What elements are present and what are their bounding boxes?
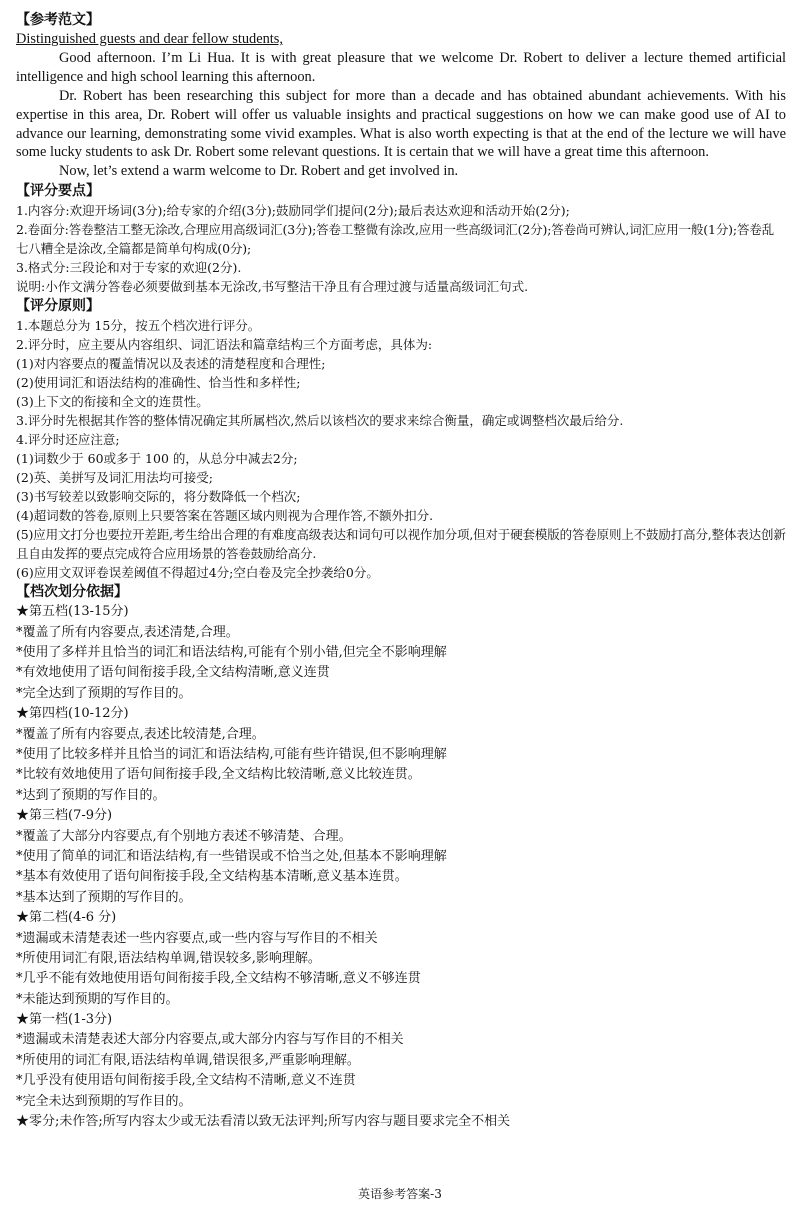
principle-item: (1)对内容要点的覆盖情况以及表述的清楚程度和合理性; [16,356,326,372]
band-title: ★第三档(7-9分) [16,808,113,824]
essay-paragraph-1: Good afternoon. I’m Li Hua. It is with great pleasure that we welcome Dr. Robert to deliver a lecture themed artificial intelligence and high school learning this afternoon. [16,49,786,85]
band-title: ★第五档(13-15分) [16,604,129,620]
band-criterion: *基本达到了预期的写作目的。 [16,889,192,905]
band-criterion: *覆盖了所有内容要点,表述清楚,合理。 [16,624,239,640]
band-title: ★第四档(10-12分) [16,706,129,722]
principle-item: 4.评分时还应注意; [16,432,120,448]
band-criterion: *几乎没有使用语句间衔接手段,全文结构不清晰,意义不连贯 [16,1073,356,1089]
scoring-principles-heading: 【评分原则】 [16,298,100,315]
principle-item: 1.本题总分为 15分，按五个档次进行评分。 [16,318,261,334]
scoring-points-heading: 【评分要点】 [16,183,100,200]
sample-essay-heading: 【参考范文】 [16,12,100,28]
band-title: ★第二档(4-6 分) [16,910,117,926]
scoring-point-content: 1.内容分:欢迎开场词(3分);给专家的介绍(3分);鼓励同学们提问(2分);最后表达欢迎和活动开始(2分); [16,203,570,219]
band-criterion: *覆盖了所有内容要点,表述比较清楚,合理。 [16,726,265,742]
scoring-point-format: 3.格式分:三段论和对于专家的欢迎(2分). [16,260,242,276]
band-criterion: *覆盖了大部分内容要点,有个别地方表述不够清楚、合理。 [16,828,352,844]
band-criterion: *使用了多样并且恰当的词汇和语法结构,可能有个别小错,但完全不影响理解 [16,645,447,661]
band-criterion: *所使用词汇有限,语法结构单调,错误较多,影响理解。 [16,950,321,966]
page-footer: 英语参考答案-3 [358,1187,442,1201]
principle-item: (3)上下文的衔接和全文的连贯性。 [16,394,209,410]
band-criterion: *达到了预期的写作目的。 [16,787,166,803]
principle-item: (4)超词数的答卷,原则上只要答案在答题区域内则视为合理作答,不额外扣分. [16,508,434,524]
principle-item: (2)使用词汇和语法结构的准确性、恰当性和多样性; [16,375,301,391]
principle-item: (2)英、美拼写及词汇用法均可接受; [16,470,213,486]
band-criterion: *完全达到了预期的写作目的。 [16,685,192,701]
answer-page [16,10,786,1132]
scoring-point-note: 说明:小作文满分答卷必须要做到基本无涂改,书写整洁干净且有合理过渡与适量高级词汇句式. [16,279,529,295]
band-criterion: *未能达到预期的写作目的。 [16,991,179,1007]
band-criterion: *比较有效地使用了语句间衔接手段,全文结构比较清晰,意义比较连贯。 [16,767,421,783]
band-criterion: *基本有效使用了语句间衔接手段,全文结构基本清晰,意义基本连贯。 [16,869,408,885]
essay-paragraph-2: Dr. Robert has been researching this subject for more than a decade and has obtained abundant achievements. With his expertise in this area, Dr. Robert will offer us valuable insights and practical suggestions on how we can make good use of AI to advance our learning, demonstrating some vivid examples. What is also worth expecting is that at the end of the lecture we will have some lucky students to ask Dr. Robert some relevant questions. It is certain that we will have a great time this afternoon. [16,87,786,161]
band-criterion: *完全未达到预期的写作目的。 [16,1093,192,1109]
band-criterion: *所使用的词汇有限,语法结构单调,错误很多,严重影响理解。 [16,1052,360,1068]
principle-item: (5)应用文打分也要拉开差距,考生给出合理的有难度高级表达和词句可以视作加分项,但对于硬套模版的答卷原则上不鼓励打高分,整体表达创新且自由发挥的要点完成符合应用场景的答卷鼓励给高分. [16,527,786,562]
principle-item: (6)应用文双评卷误差阈值不得超过4分;空白卷及完全抄袭给0分。 [16,565,379,581]
band-title: ★第一档(1-3分) [16,1012,113,1028]
principle-item: (1)词数少于 60或多于 100 的，从总分中减去2分; [16,451,298,467]
band-criterion: *遗漏或未清楚表述大部分内容要点,或大部分内容与写作目的不相关 [16,1032,404,1048]
essay-salutation: Distinguished guests and dear fellow students, [16,31,283,47]
essay-paragraph-3: Now, let’s extend a warm welcome to Dr. Robert and get involved in. [59,163,459,180]
principle-item: 3.评分时先根据其作答的整体情况确定其所属档次,然后以该档次的要求来综合衡量，确定或调整档次最后给分. [16,413,624,429]
principle-item: (3)书写较差以致影响交际的，将分数降低一个档次; [16,489,301,505]
band-criterion: *几乎不能有效地使用语句间衔接手段,全文结构不够清晰,意义不够连贯 [16,971,421,987]
band-criterion: *有效地使用了语句间衔接手段,全文结构清晰,意义连贯 [16,665,330,681]
band-criterion: *遗漏或未清楚表述一些内容要点,或一些内容与写作目的不相关 [16,930,378,946]
principle-item: 2.评分时，应主要从内容组织、词汇语法和篇章结构三个方面考虑，具体为: [16,337,433,353]
band-criterion: *使用了比较多样并且恰当的词汇和语法结构,可能有些许错误,但不影响理解 [16,746,447,762]
band-criterion: *使用了简单的词汇和语法结构,有一些错误或不恰当之处,但基本不影响理解 [16,848,447,864]
band-zero-score: ★零分;未作答;所写内容太少或无法看清以致无法评判;所写内容与题目要求完全不相关 [16,1114,511,1130]
band-criteria-heading: 【档次划分依据】 [16,584,128,601]
scoring-point-presentation: 2.卷面分:答卷整洁工整无涂改,合理应用高级词汇(3分);答卷工整微有涂改,应用一些高级词汇(2分);答卷尚可辨认,词汇应用一般(1分);答卷乱七八糟全是涂改,全篇都是简单句构成(0分); [16,222,775,257]
